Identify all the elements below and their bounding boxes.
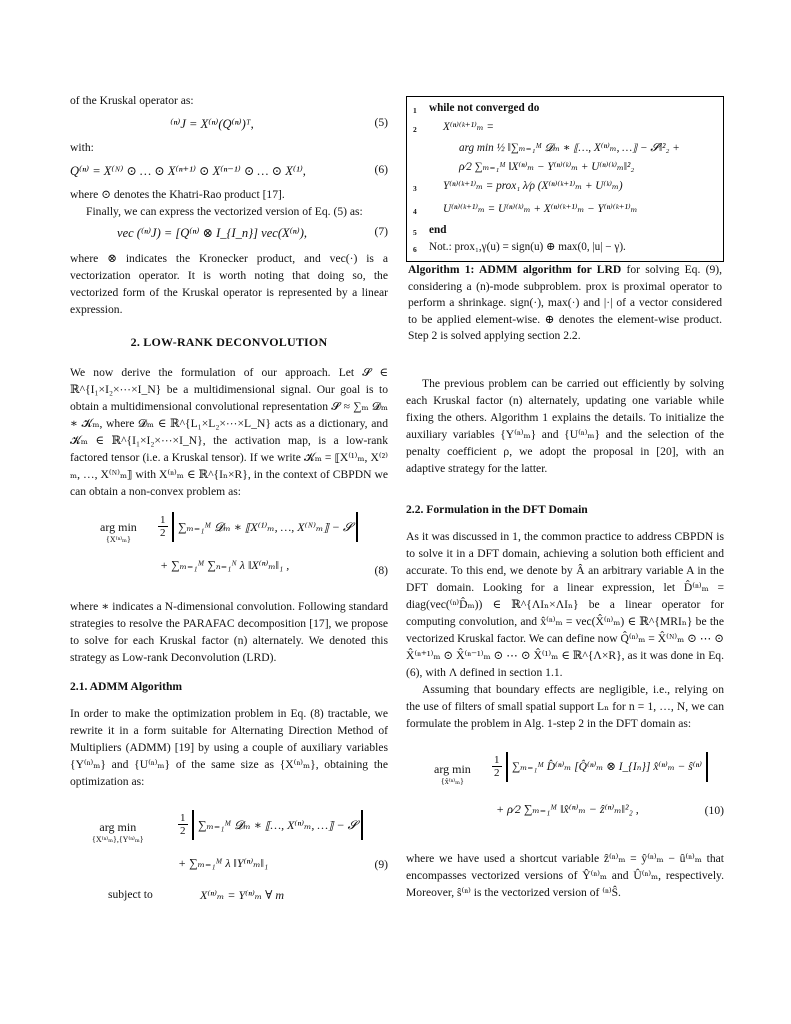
equation-5-body: ⁽ⁿ⁾J = X⁽ⁿ⁾(Q⁽ⁿ⁾)ᵀ, [170,117,254,131]
section-2-heading: 2. LOW-RANK DECONVOLUTION [130,335,328,349]
intro-text: of the Kruskal operator as: [70,94,194,107]
equation-8-line2: + ∑ₘ₌₁ᴹ ∑ₙ₌₁ᴺ λ ‖X⁽ⁿ⁾ₘ‖₁ , [160,558,290,572]
equation-6 [70,160,388,184]
section-2-2-heading: 2.2. Formulation in the DFT Domain [406,502,588,516]
algorithm-line-1: 1 while not converged do [413,102,540,115]
equation-8-number: (8) [374,564,388,577]
equation-9-half: $\frac{1}{2}$ [180,812,186,837]
equation-9 [70,804,388,908]
with-text: with: [70,141,94,154]
equation-10-line2: + ρ⁄2 ∑ₘ₌₁ᴹ ‖x̂⁽ⁿ⁾ₘ − ẑ⁽ⁿ⁾ₘ‖²₂ , [496,801,639,816]
khatri-rao-text: where ⊙ denotes the Khatri-Rao product [17]. [70,188,285,201]
equation-9-line2: + ∑ₘ₌₁ᴹ λ ‖Y⁽ⁿ⁾ₘ‖₁ [178,856,269,870]
final-paragraph: where we have used a shortcut variable ẑ⁽ⁿ⁾ₘ = ŷ⁽ⁿ⁾ₘ − û⁽ⁿ⁾ₘ that encompasses vectorized versions of Ŷ⁽ⁿ⁾ₘ and Û⁽ⁿ⁾ₘ, respectively. Moreover, ŝ⁽ⁿ⁾ is the vectorized version of ⁽ⁿ⁾Ŝ. [406,851,724,899]
algorithm-line-5: 5 end [413,224,447,237]
equation-9-number: (9) [374,858,388,871]
equation-10 [406,746,724,846]
algorithm-line-3: 3 Y⁽ⁿ⁾⁽ᵏ⁺¹⁾ₘ = prox₁ λ⁄ρ (X⁽ⁿ⁾⁽ᵏ⁺¹⁾ₘ + U⁽ᵏ⁾ₘ) [413,180,623,193]
right-column [406,96,724,901]
equation-7-number: (7) [374,225,388,238]
algorithm-line-2-cont-b: ρ⁄2 ∑ₘ₌₁ᴹ ‖X⁽ⁿ⁾ₘ − Y⁽ⁿ⁾⁽ᵏ⁾ₘ + U⁽ⁿ⁾⁽ᵏ⁾ₘ‖²₂ [459,161,635,173]
equation-8 [70,508,388,594]
algorithm-line-6: 6 Not.: prox₁,γ(u) = sign(u) ⊕ max(0, |u| − γ). [413,241,626,254]
assuming-paragraph: Assuming that boundary effects are negligible, i.e., relying on the use of filters of small spatial support Lₙ for n = 1, …, N, we can formulate the problem in Alg. 1-step 2 in the DFT domain as: [406,682,724,730]
algorithm-line-2-cont-a: arg min ½ ‖∑ₘ₌₁ᴹ 𝓓ₘ ∗ ⟦…, X⁽ⁿ⁾ₘ, …⟧ − 𝓢‖²₂ + [459,142,680,154]
section-2-1-paragraph: In order to make the optimization problem in Eq. (8) tractable, we rewrite it in a form suitable for Alternating Direction Method of Multipliers (ADMM) [19] by using a couple of auxiliary variables {Y⁽ⁿ⁾ₘ} and {U⁽ⁿ⁾ₘ} of the same size as {X⁽ⁿ⁾ₘ}, obtaining the optimization as: [70,707,388,788]
equation-7-body: vec (⁽ⁿ⁾J) = [Q⁽ⁿ⁾ ⊗ I_{I_n}] vec(X⁽ⁿ⁾), [117,226,307,240]
algorithm-caption-text: for solving Eq. (9), considering a (n)-mode subproblem. prox is proximal operator to perform a shrinkage. sign(·), max(·) and |·| of a vector considered to be applied element-wise. ⊕ denotes the element-wise product. Step 2 is solved applying section 2.2. [408,263,723,342]
equation-6-body: Q⁽ⁿ⁾ = X⁽ᴺ⁾ ⊙ … ⊙ X⁽ⁿ⁺¹⁾ ⊙ X⁽ⁿ⁻¹⁾ ⊙ … ⊙ X⁽¹⁾, [70,164,306,178]
equation-8-line1: ∑ₘ₌₁ᴹ 𝓓ₘ ∗ ⟦X⁽¹⁾ₘ, …, X⁽ᴺ⁾ₘ⟧ − 𝓢 [172,512,358,542]
left-column [70,92,388,908]
algorithm-line-4: 4 U⁽ⁿ⁾⁽ᵏ⁺¹⁾ₘ = U⁽ⁿ⁾⁽ᵏ⁾ₘ + X⁽ⁿ⁾⁽ᵏ⁺¹⁾ₘ − Y⁽ⁿ⁾⁽ᵏ⁺¹⁾ₘ [413,203,638,216]
equation-5-number: (5) [374,116,388,129]
equation-7 [70,222,388,246]
eq8-explanation: where ∗ indicates a N-dimensional convolution. Following standard strategies to resolve the PARAFAC decomposition [17], we propose to solve for each Kruskal factor (n) alternately. We denoted this strategy as Low-rank Deconvolution (LRD). [70,600,388,664]
finally-text: Finally, we can express the vectorized version of Eq. (5) as: [86,205,363,218]
algorithm-1-caption [406,262,724,345]
algorithm-1-box [406,96,724,262]
previous-problem-paragraph: The previous problem can be carried out efficiently by solving each Kruskal factor (n) alternately, updating one variable while fixing the others. Algorithm 1 explains the details. To initialize the auxiliary variables {Y⁽ⁿ⁾ₘ} and {U⁽ⁿ⁾ₘ} and the selection of the penalty coefficient ρ, we adopt the proposal in [20], with an adaptive strategy for the latter. [406,376,724,475]
equation-9-line1: ∑ₘ₌₁ᴹ 𝓓ₘ ∗ ⟦…, X⁽ⁿ⁾ₘ, …⟧ − 𝓢 [192,810,363,840]
section-2-1-heading: 2.1. ADMM Algorithm [70,680,183,693]
equation-10-argmin: arg min {x̂⁽ⁿ⁾ₘ} [434,761,471,786]
equation-9-argmin: arg min {X⁽ⁿ⁾ₘ},{Y⁽ⁿ⁾ₘ} [92,820,144,844]
equation-10-half: $\frac{1}{2}$ [494,753,500,779]
equation-6-number: (6) [374,163,388,176]
algorithm-caption-title: Algorithm 1: ADMM algorithm for LRD [408,263,622,276]
equation-8-argmin: arg min {X⁽ⁿ⁾ₘ} [100,520,137,544]
kronecker-paragraph: where ⊗ indicates the Kronecker product, and vec(·) is a vectorization operator. It is worth noting that doing so, the vectorized form of the Kruskal operator is represented by a linear expression. [70,252,388,316]
section-2-2-paragraph: As it was discussed in 1, the common practice to address CBPDN is to solve it in a DFT domain, achieving a solution both efficient and accurate. To this end, we denote by Â an arbitrary variable A in the DFT domain. Looking for a linear expression, let D̂⁽ⁿ⁾ₘ = diag(vec(⁽ⁿ⁾D̂ₘ)) ∈ ℝ^{ΛIₙ×ΛIₙ} be a linear operator for computing convolution, and x̂⁽ⁿ⁾ₘ = vec(X̂⁽ⁿ⁾ₘ) ∈ ℝ^{MRIₙ} be the vectorized Kruskal factor. We can define now Q̂⁽ⁿ⁾ₘ = X̂⁽ᴺ⁾ₘ ⊙ ⋯ ⊙ X̂⁽ⁿ⁺¹⁾ₘ ⊙ X̂⁽ⁿ⁻¹⁾ₘ ⊙ ⋯ ⊙ X̂⁽¹⁾ₘ ∈ ℝ^{Λ×R}, as it was done in Eq. (6), with Λ defined in section 1.1. [406,529,724,679]
equation-10-line1: ∑ₘ₌₁ᴹ D̂⁽ⁿ⁾ₘ [Q̂⁽ⁿ⁾ₘ ⊗ I_{Iₙ}] x̂⁽ⁿ⁾ₘ − ŝ⁽ⁿ⁾ [506,752,708,782]
algorithm-line-2: 2 X⁽ⁿ⁾⁽ᵏ⁺¹⁾ₘ = [413,121,494,134]
equation-9-constraint: X⁽ⁿ⁾ₘ = Y⁽ⁿ⁾ₘ ∀ m [200,888,285,902]
section-2-paragraph: We now derive the formulation of our approach. Let 𝓢 ∈ ℝ^{I₁×I₂×⋯×I_N} be a multidimensional signal. Our goal is to obtain a multidimensional convolutional representation 𝓢 ≈ ∑ₘ 𝓓ₘ ∗ 𝓚ₘ, where 𝓓ₘ ∈ ℝ^{L₁×L₂×⋯×L_N} acts as a dictionary, and 𝓚ₘ ∈ ℝ^{I₁×I₂×⋯×I_N}, the activation map, is a low-rank factored tensor (i.e. a Kruskal tensor). If we write 𝓚ₘ = ⟦X⁽¹⁾ₘ, X⁽²⁾ₘ, …, X⁽ᴺ⁾ₘ⟧ with X⁽ⁿ⁾ₘ ∈ ℝ^{Iₙ×R}, in the context of CBPDN we can obtain a non-convex problem as: [70,366,388,498]
equation-9-subject-to: subject to [108,888,153,901]
equation-8-half: $\frac{1}{2}$ [160,514,166,539]
equation-10-number: (10) [704,803,724,817]
equation-5 [70,113,388,137]
